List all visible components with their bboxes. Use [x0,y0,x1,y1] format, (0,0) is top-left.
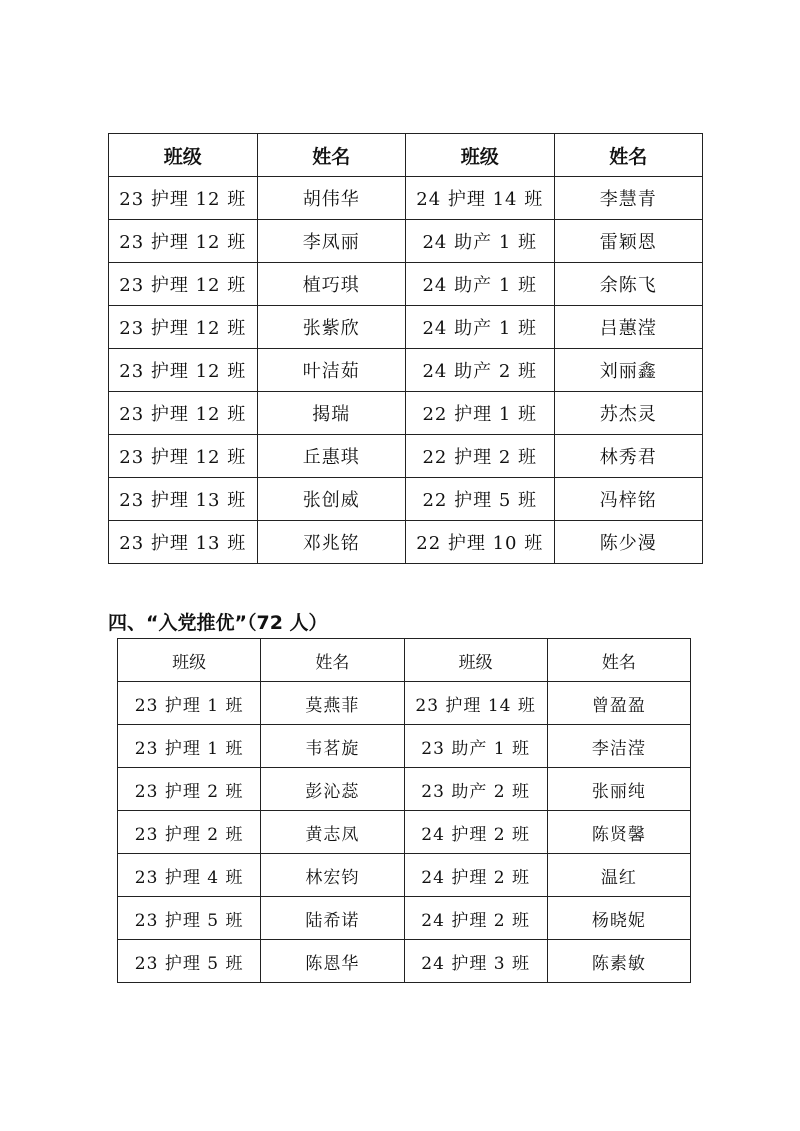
header-class: 班级 [404,639,547,682]
name-cell: 张丽纯 [547,768,690,811]
name-cell: 吕蕙滢 [554,306,703,349]
table-row [109,349,703,392]
name-cell: 林宏钧 [261,854,404,897]
class-cell: 23 护理 1 班 [118,725,261,768]
name-cell: 陈贤馨 [547,811,690,854]
name-cell: 苏杰灵 [554,392,703,435]
class-cell: 23 护理 12 班 [109,177,258,220]
party-recommendation-table [117,638,691,983]
name-cell: 揭瑞 [257,392,406,435]
name-cell: 胡伟华 [257,177,406,220]
table-row [118,811,691,854]
name-cell: 陈少漫 [554,521,703,564]
name-cell: 李凤丽 [257,220,406,263]
class-cell: 24 助产 1 班 [406,220,555,263]
header-name: 姓名 [257,134,406,177]
table-row [109,263,703,306]
class-cell: 23 护理 12 班 [109,306,258,349]
name-cell: 张紫欣 [257,306,406,349]
name-cell: 陈素敏 [547,940,690,983]
table-row [109,478,703,521]
name-cell: 彭沁蕊 [261,768,404,811]
name-cell: 叶洁茹 [257,349,406,392]
name-cell: 刘丽鑫 [554,349,703,392]
name-cell: 雷颖恩 [554,220,703,263]
class-cell: 23 助产 1 班 [404,725,547,768]
name-cell: 杨晓妮 [547,897,690,940]
class-cell: 23 护理 13 班 [109,521,258,564]
table-row [109,392,703,435]
name-cell: 韦茗旋 [261,725,404,768]
class-cell: 23 护理 14 班 [404,682,547,725]
class-cell: 24 护理 3 班 [404,940,547,983]
name-cell: 李慧青 [554,177,703,220]
class-cell: 24 护理 14 班 [406,177,555,220]
class-cell: 22 护理 1 班 [406,392,555,435]
class-cell: 24 护理 2 班 [404,897,547,940]
header-name: 姓名 [547,639,690,682]
class-cell: 23 护理 12 班 [109,220,258,263]
class-cell: 24 助产 2 班 [406,349,555,392]
table-row [118,854,691,897]
section-heading: 四、“入党推优”（72 人） [108,612,328,634]
class-cell: 23 护理 4 班 [118,854,261,897]
class-cell: 24 护理 2 班 [404,811,547,854]
header-name: 姓名 [261,639,404,682]
name-cell: 植巧琪 [257,263,406,306]
class-cell: 22 护理 10 班 [406,521,555,564]
class-cell: 24 助产 1 班 [406,306,555,349]
name-cell: 丘惠琪 [257,435,406,478]
class-cell: 23 护理 12 班 [109,263,258,306]
header-name: 姓名 [554,134,703,177]
name-cell: 张创威 [257,478,406,521]
table-row [118,725,691,768]
header-class: 班级 [118,639,261,682]
class-cell: 23 护理 2 班 [118,768,261,811]
class-cell: 22 护理 2 班 [406,435,555,478]
header-class: 班级 [406,134,555,177]
table-row [109,521,703,564]
header-class: 班级 [109,134,258,177]
table-row [109,306,703,349]
honor-list-table [108,133,703,564]
class-cell: 24 助产 1 班 [406,263,555,306]
class-cell: 23 护理 2 班 [118,811,261,854]
class-cell: 23 护理 12 班 [109,349,258,392]
table-row [118,897,691,940]
class-cell: 23 护理 5 班 [118,897,261,940]
name-cell: 邓兆铭 [257,521,406,564]
table-row [118,682,691,725]
table-row [109,435,703,478]
name-cell: 温红 [547,854,690,897]
class-cell: 24 护理 2 班 [404,854,547,897]
class-cell: 23 护理 12 班 [109,392,258,435]
class-cell: 22 护理 5 班 [406,478,555,521]
table-header-row [109,134,703,177]
name-cell: 李洁滢 [547,725,690,768]
name-cell: 冯梓铭 [554,478,703,521]
table-row [109,220,703,263]
table-header-row [118,639,691,682]
class-cell: 23 助产 2 班 [404,768,547,811]
class-cell: 23 护理 12 班 [109,435,258,478]
name-cell: 陆希诺 [261,897,404,940]
class-cell: 23 护理 13 班 [109,478,258,521]
table-row [118,768,691,811]
name-cell: 莫燕菲 [261,682,404,725]
table-row [118,940,691,983]
class-cell: 23 护理 5 班 [118,940,261,983]
table-row [109,177,703,220]
class-cell: 23 护理 1 班 [118,682,261,725]
name-cell: 黄志凤 [261,811,404,854]
name-cell: 陈恩华 [261,940,404,983]
name-cell: 林秀君 [554,435,703,478]
name-cell: 余陈飞 [554,263,703,306]
name-cell: 曾盈盈 [547,682,690,725]
